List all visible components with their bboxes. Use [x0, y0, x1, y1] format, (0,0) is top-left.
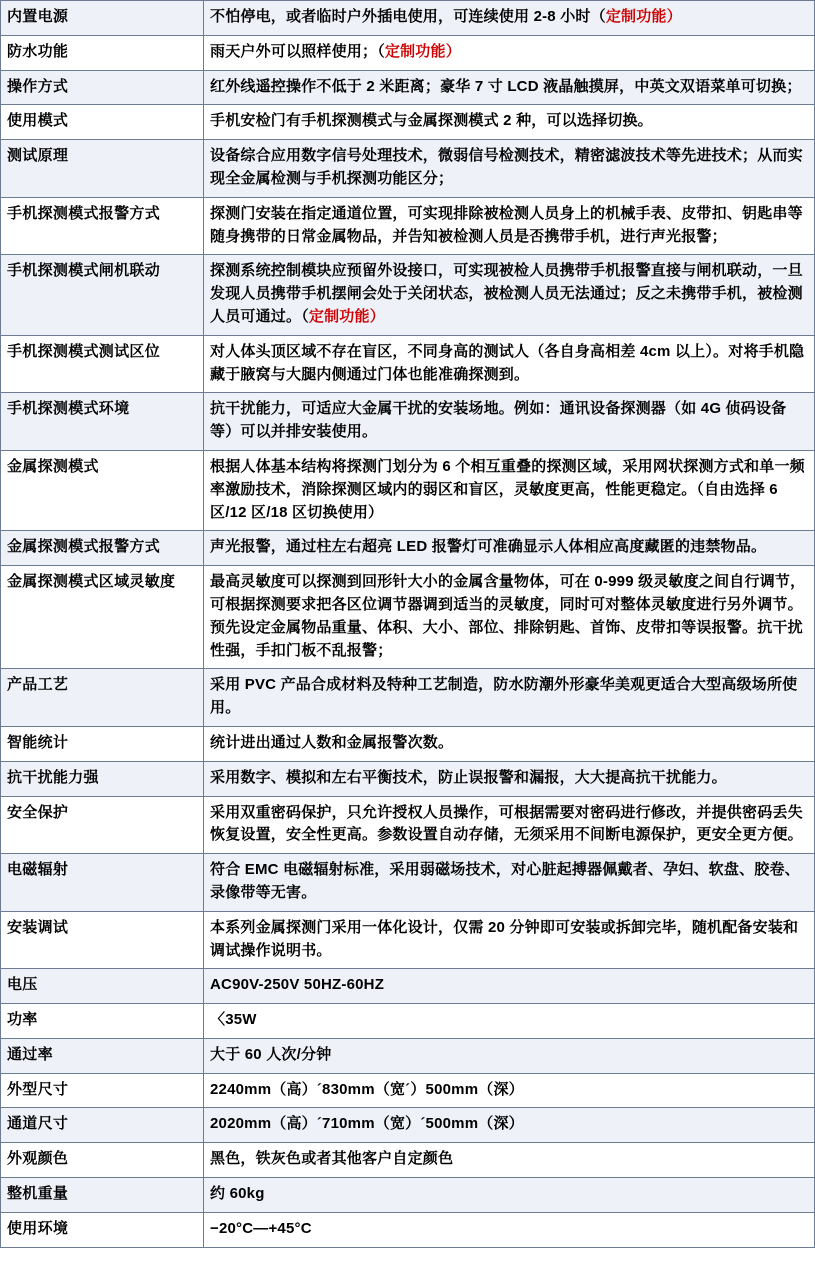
spec-value-text: 根据人体基本结构将探测门划分为 6 个相互重叠的探测区域，采用网状探测方式和单一频率激励技术，消除探测区域内的弱区和盲区，灵敏度更高，性能更稳定。（自由选择 6 区/12 区/18 区切换使用） [210, 457, 805, 521]
spec-value [204, 1108, 815, 1143]
spec-label: 整机重量 [1, 1178, 204, 1213]
table-row [1, 105, 815, 140]
spec-value [204, 35, 815, 70]
spec-value [204, 70, 815, 105]
table-row [1, 140, 815, 198]
spec-label: 抗干扰能力强 [1, 761, 204, 796]
spec-label: 手机探测模式测试区位 [1, 335, 204, 393]
spec-value [204, 105, 815, 140]
table-row [1, 197, 815, 255]
spec-label: 手机探测模式环境 [1, 393, 204, 451]
spec-value-text: 雨天户外可以照样使用；（ [210, 42, 385, 60]
spec-value [204, 1143, 815, 1178]
spec-label: 功率 [1, 1004, 204, 1039]
table-row [1, 1178, 815, 1213]
spec-value [204, 566, 815, 669]
spec-label: 外观颜色 [1, 1143, 204, 1178]
spec-label: 电磁辐射 [1, 854, 204, 912]
table-row [1, 531, 815, 566]
table-row [1, 335, 815, 393]
spec-value [204, 1004, 815, 1039]
spec-label: 使用环境 [1, 1212, 204, 1247]
spec-label: 电压 [1, 969, 204, 1004]
spec-value [204, 726, 815, 761]
spec-label: 外型尺寸 [1, 1073, 204, 1108]
spec-value [204, 140, 815, 198]
table-row [1, 70, 815, 105]
spec-value [204, 796, 815, 854]
table-row [1, 1108, 815, 1143]
spec-value-text: 抗干扰能力，可适应大金属干扰的安装场地。例如：通讯设备探测器（如 4G 侦码设备等）可以并排安装使用。 [210, 400, 787, 441]
spec-value-text: 黑色，铁灰色或者其他客户自定颜色 [210, 1150, 454, 1168]
specification-table-body [1, 1, 815, 1248]
spec-value [204, 335, 815, 393]
spec-label: 防水功能 [1, 35, 204, 70]
spec-value [204, 854, 815, 912]
spec-value-text: 探测门安装在指定通道位置，可实现排除被检测人员身上的机械手表、皮带扣、钥匙串等随身携带的日常金属物品，并告知被检测人员是否携带手机，进行声光报警； [210, 204, 803, 245]
spec-value-text: 采用 PVC 产品合成材料及特种工艺制造，防水防潮外形豪华美观更适合大型高级场所使用。 [210, 676, 798, 717]
spec-value-accent: 定制功能） [308, 307, 385, 325]
spec-value [204, 393, 815, 451]
spec-label: 金属探测模式报警方式 [1, 531, 204, 566]
table-row [1, 393, 815, 451]
spec-value-text: 对人体头顶区域不存在盲区，不同身高的测试人（各自身高相差 4cm 以上）。对将手机隐藏于腋窝与大腿内侧通过门体也能准确探测到。 [210, 342, 805, 383]
table-row [1, 796, 815, 854]
spec-label: 智能统计 [1, 726, 204, 761]
table-row [1, 450, 815, 530]
table-row [1, 854, 815, 912]
spec-value [204, 1178, 815, 1213]
spec-value-text: 约 60kg [210, 1185, 265, 1203]
table-row [1, 1, 815, 36]
spec-value-text: 统计进出通过人数和金属报警次数。 [210, 733, 454, 751]
table-row [1, 35, 815, 70]
spec-value [204, 1038, 815, 1073]
spec-value-text: 红外线遥控操作不低于 2 米距离；豪华 7 寸 LCD 液晶触摸屏，中英文双语菜单可切换； [210, 77, 802, 95]
spec-value-text: 符合 EMC 电磁辐射标准，采用弱磁场技术，对心脏起搏器佩戴者、孕妇、软盘、胶卷、录像带等无害。 [210, 861, 800, 901]
spec-value [204, 969, 815, 1004]
spec-label: 手机探测模式报警方式 [1, 197, 204, 255]
table-row [1, 726, 815, 761]
spec-value [204, 1073, 815, 1108]
spec-value-accent: 定制功能） [384, 42, 461, 60]
spec-value-text: 大于 60 人次/分钟 [210, 1045, 332, 1063]
table-row [1, 1073, 815, 1108]
spec-value-text: 本系列金属探测门采用一体化设计，仅需 20 分钟即可安装或拆卸完毕，随机配备安装和调试操作说明书。 [210, 918, 799, 959]
spec-label: 内置电源 [1, 1, 204, 36]
spec-value-text: −20°C—+45°C [210, 1219, 312, 1237]
spec-value-accent: 定制功能） [605, 8, 682, 25]
spec-label: 金属探测模式 [1, 450, 204, 530]
spec-label: 手机探测模式闸机联动 [1, 255, 204, 335]
spec-value [204, 197, 815, 255]
table-row [1, 1212, 815, 1247]
table-row [1, 761, 815, 796]
spec-value-text: 最高灵敏度可以探测到回形针大小的金属含量物体，可在 0-999 级灵敏度之间自行调节，可根据探测要求把各区位调节器调到适当的灵敏度，同时可对整体灵敏度进行另外调节。预先设定金属物品重量、体积、大小、部位、排除钥匙、首饰、皮带扣等误报警。抗干扰性强，手扣门板不乱报警； [210, 573, 806, 659]
spec-value-text: 2240mm（高）´830mm（宽´）500mm（深） [210, 1080, 524, 1098]
spec-value-text: 手机安检门有手机探测模式与金属探测模式 2 种，可以选择切换。 [210, 112, 653, 130]
spec-value-text: 不怕停电，或者临时户外插电使用，可连续使用 2-8 小时（ [210, 8, 606, 25]
table-row [1, 911, 815, 969]
spec-value [204, 1, 815, 36]
spec-value [204, 450, 815, 530]
spec-value [204, 1212, 815, 1247]
spec-value-text: 采用双重密码保护，只允许授权人员操作，可根据需要对密码进行修改，并提供密码丢失恢复设置，安全性更高。参数设置自动存储，无须采用不间断电源保护，更安全更方便。 [210, 803, 803, 844]
spec-value-text: 〈35W [210, 1011, 257, 1029]
spec-label: 通过率 [1, 1038, 204, 1073]
spec-value-text: 声光报警，通过柱左右超亮 LED 报警灯可准确显示人体相应高度藏匿的违禁物品。 [210, 538, 767, 556]
spec-label: 测试原理 [1, 140, 204, 198]
spec-value [204, 761, 815, 796]
spec-label: 产品工艺 [1, 669, 204, 727]
spec-label: 操作方式 [1, 70, 204, 105]
table-row [1, 255, 815, 335]
spec-label: 安装调试 [1, 911, 204, 969]
spec-value [204, 911, 815, 969]
spec-value-text: 2020mm（高）´710mm（宽）´500mm（深） [210, 1115, 524, 1133]
spec-label: 金属探测模式区域灵敏度 [1, 566, 204, 669]
table-row [1, 1004, 815, 1039]
table-row [1, 669, 815, 727]
spec-label: 使用模式 [1, 105, 204, 140]
spec-value-text: 设备综合应用数字信号处理技术，微弱信号检测技术，精密滤波技术等先进技术；从而实现全金属检测与手机探测功能区分； [210, 147, 803, 187]
spec-value [204, 669, 815, 727]
table-row [1, 566, 815, 669]
spec-value [204, 255, 815, 335]
table-row [1, 969, 815, 1004]
table-row [1, 1038, 815, 1073]
spec-label: 通道尺寸 [1, 1108, 204, 1143]
spec-value-text: 探测系统控制模块应预留外设接口，可实现被检人员携带手机报警直接与闸机联动，一旦发现人员携带手机摆闸会处于关闭状态，被检测人员无法通过；反之未携带手机，被检测人员可通过。（ [210, 262, 803, 325]
spec-label: 安全保护 [1, 796, 204, 854]
table-row [1, 1143, 815, 1178]
spec-value-text: 采用数字、模拟和左右平衡技术，防止误报警和漏报，大大提高抗干扰能力。 [210, 768, 727, 786]
spec-value [204, 531, 815, 566]
spec-value-text: AC90V-250V 50HZ-60HZ [210, 976, 385, 994]
